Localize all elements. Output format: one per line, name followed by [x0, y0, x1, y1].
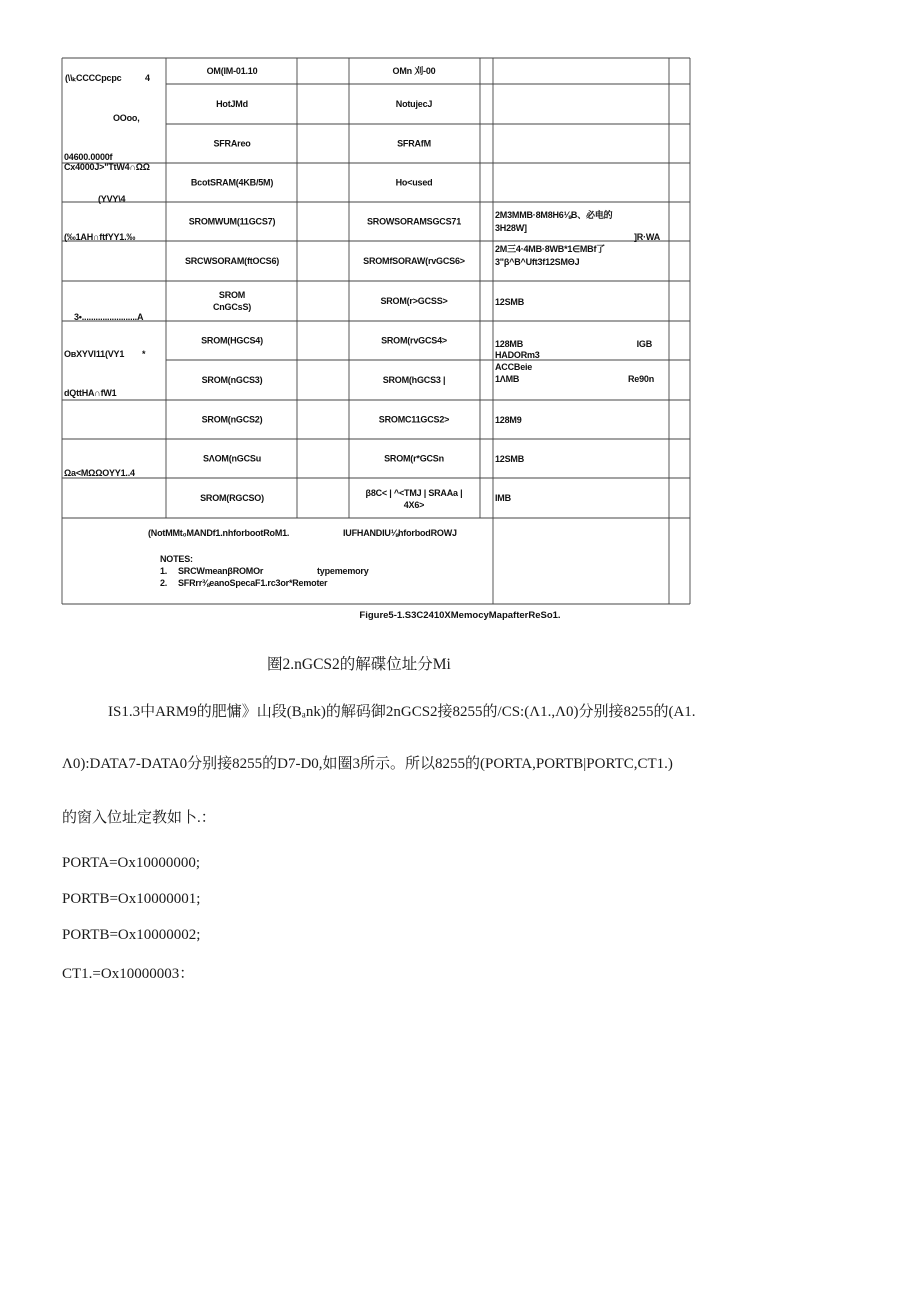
- note-number: 2.: [160, 578, 168, 588]
- address-value: *: [142, 349, 146, 359]
- bank-size-note: ]R·WA: [634, 232, 660, 242]
- paragraph-line-1: IS1.3中ARM9的肥慵》山段(Bₐnk)的解码御2nGCS2接8255的/CS:(Λ1.,Λ0)分别接8255的(A1.: [108, 704, 696, 720]
- address-label: 4X6>: [403, 500, 425, 510]
- address-label: SΛOM(nGCSu: [203, 453, 261, 464]
- address-label: SROM(nGCS2): [201, 414, 263, 425]
- paragraph-line-3: 的窗入位址定教如卜.：: [62, 810, 216, 826]
- bank-size-note: 12SMB: [495, 297, 525, 307]
- figure-caption: Figure5-1.S3C2410XMemocyMapafterReSo1.: [359, 610, 561, 621]
- address-label: BcotSRAM(4KB/5M): [190, 177, 274, 188]
- bank-size-note: 2M三4·4MB·8WB*1∈MBf了: [495, 244, 606, 254]
- address-value: Ωa<MΩΩOYY1..4: [64, 468, 135, 478]
- memory-map-table: [0, 0, 920, 610]
- address-value: 4: [145, 73, 150, 83]
- bank-size-note: 1ΛMB: [495, 374, 520, 384]
- bank-size-note: 3H28W]: [495, 223, 527, 233]
- bank-size-note: IGB: [636, 339, 652, 349]
- section-heading: 圈2.nGCS2的解碟位址分Mi: [267, 656, 451, 673]
- address-label: SROMWUM(11GCS7): [188, 216, 276, 227]
- address-label: SROM(nGCS3): [201, 375, 263, 385]
- note-text: typememory: [317, 566, 369, 576]
- address-label: SROM(hGCS3 |: [382, 375, 446, 385]
- address-value: OвXYVI11(VY1: [64, 349, 125, 359]
- address-label: SROM(RGCSO): [200, 493, 264, 503]
- address-value: OOoo,: [113, 113, 140, 123]
- notes-title: NOTES:: [160, 554, 193, 564]
- address-label: SROM(HGCS4): [201, 335, 263, 346]
- bank-size-note: 3"β^B^Uft3f12SMΘJ: [495, 257, 580, 267]
- bank-size-note: 128MB: [495, 339, 524, 349]
- bank-size-note: Re90n: [627, 374, 654, 384]
- address-label: CnGCsS): [212, 302, 252, 312]
- address-value: (‰1AH∩ftfYY1.‰: [64, 232, 136, 242]
- address-label: Ho<used: [395, 177, 433, 188]
- address-label: SFRAreo: [213, 138, 251, 149]
- bank-size-note: 128M9: [495, 415, 522, 425]
- bank-size-note: ACCBeie: [495, 362, 533, 372]
- address-label: HotJMd: [216, 99, 248, 109]
- note-number: 1.: [160, 566, 168, 576]
- code-line-portc: PORTB=Ox10000002;: [62, 927, 201, 943]
- address-label: OM(IM-01.10: [206, 66, 258, 76]
- bank-size-note: IMB: [495, 493, 511, 503]
- note-text: SRCWmeanβROMOr: [178, 566, 264, 576]
- bank-size-note: HADORm3: [495, 350, 540, 360]
- address-label: SROM: [218, 290, 246, 300]
- address-value: dQttHA∩fW1: [64, 388, 117, 398]
- bank-size-note: 2M3MMB·8M8H6⅛B、必电的: [495, 210, 613, 220]
- address-label: SROWSORAMSGCS71: [366, 216, 462, 227]
- address-value: Cx4000J>"TtW4∩ΩΩ: [64, 162, 150, 172]
- address-label: OMn 刈-00: [392, 66, 436, 76]
- address-label: SRCWSORAM(ftOCS6): [184, 256, 280, 266]
- paragraph-line-2: Λ0):DATA7-DATA0分别接8255的D7-D0,如圈3所示。所以8255的(PORTA,PORTB|PORTC,CT1.): [62, 756, 673, 772]
- address-label: SROM(r>GCSS>: [380, 296, 448, 306]
- address-label: SROMfSORAW(rvGCS6>: [363, 256, 465, 266]
- address-value: (\\ₖCCCCpcpc: [65, 73, 122, 83]
- bank-size-note: 12SMB: [495, 454, 525, 464]
- address-value: (YVY\4: [98, 194, 126, 204]
- code-line-porta: PORTA=Ox10000000;: [62, 855, 201, 871]
- address-label: NotujecJ: [395, 99, 433, 109]
- address-value: 04600.0000f: [64, 152, 113, 162]
- address-label: SROM(rvGCS4>: [381, 335, 447, 346]
- code-line-portb: PORTB=Ox10000001;: [62, 891, 201, 907]
- footer-note: (NotMMt₀MANDf1.nhforbootRoM1.: [148, 528, 290, 538]
- code-line-ct1: CT1.=Ox10000003：: [62, 966, 195, 982]
- address-label: SFRAfM: [397, 138, 431, 149]
- address-value: 3•........................A: [74, 312, 144, 322]
- address-label: β8C< | ^<TMJ | SRAAa |: [365, 488, 463, 498]
- address-label: SROMC11GCS2>: [378, 414, 450, 425]
- address-label: SROM(r*GCSn: [384, 453, 444, 464]
- footer-note: IUFHANDIU⅛hforbodROWJ: [343, 528, 457, 538]
- note-text: SFRrr⅜eanoSpecaF1.rc3or*Remoter: [178, 578, 328, 588]
